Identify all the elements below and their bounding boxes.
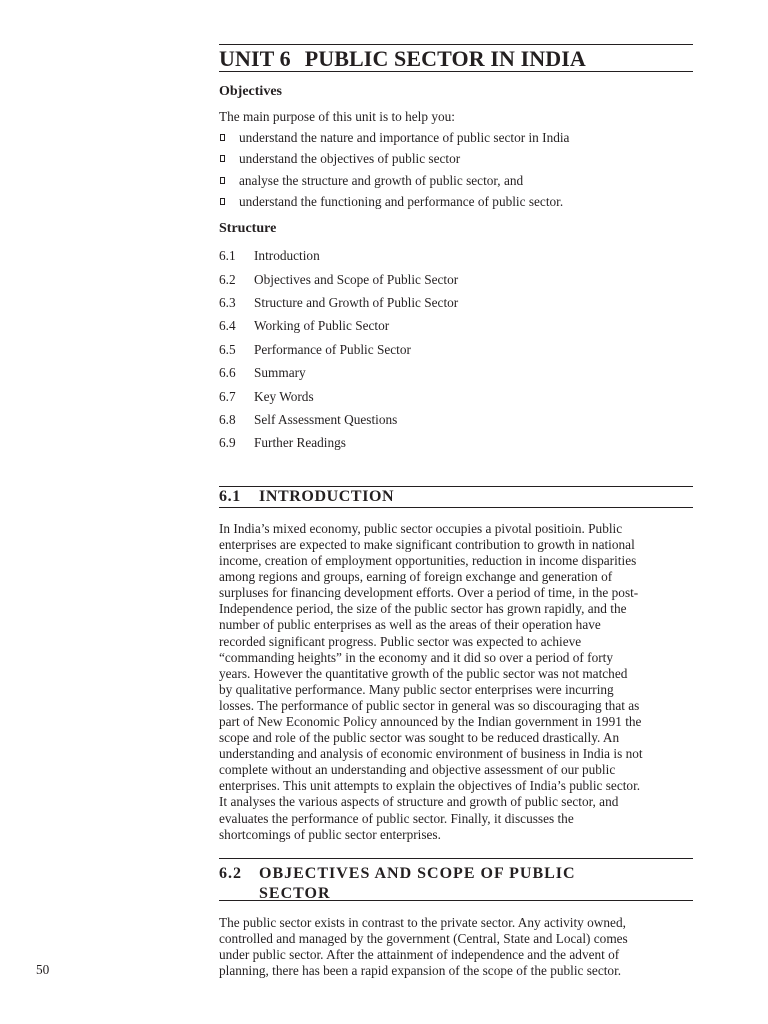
text-line: “commanding heights” in the economy and it did so over a period of forty	[219, 649, 614, 665]
page-content	[219, 44, 693, 979]
bullet-icon	[220, 198, 225, 205]
objective-item: analyse the structure and growth of public sector, and	[219, 170, 693, 191]
structure-item: 6.9 Further Readings	[219, 435, 346, 451]
structure-heading: Structure	[219, 221, 277, 237]
text-line: Independence period, the size of the public sector has grown rapidly, and the	[219, 601, 627, 617]
structure-item: 6.6 Summary	[219, 365, 306, 381]
structure-item: 6.8 Self Assessment Questions	[219, 412, 398, 428]
unit-title-text: PUBLIC SECTOR IN INDIA	[304, 46, 586, 71]
structure-item: 6.5 Performance of Public Sector	[219, 341, 411, 357]
structure-item: 6.2 Objectives and Scope of Public Sector	[219, 271, 459, 287]
text-line: enterprises. This unit attempts to explain the objectives of India’s public sector.	[219, 778, 641, 794]
section-title-continued: SECTOR	[259, 884, 331, 902]
unit-title	[219, 44, 693, 72]
section-title-line-1	[219, 864, 693, 884]
text-line: enterprises are expected to make significant contribution to growth in national	[219, 536, 635, 552]
unit-number: UNIT 6	[219, 46, 291, 71]
section-title-line-2	[219, 884, 693, 904]
text-line: surpluses for financing development efforts. Over a period of time, in the post-	[219, 585, 639, 601]
section-title: INTRODUCTION	[259, 487, 395, 505]
objective-item: understand the functioning and performance of public sector.	[219, 191, 693, 212]
structure-item: 6.1 Introduction	[219, 248, 320, 264]
structure-item: 6.3 Structure and Growth of Public Sector	[219, 295, 459, 310]
structure-list	[219, 244, 693, 455]
text-line: number of public enterprises as well as the areas of their operation have	[219, 617, 601, 633]
bullet-icon	[220, 134, 225, 141]
section-title: OBJECTIVES AND SCOPE OF PUBLIC	[259, 864, 576, 882]
structure-item: 6.4 Working of Public Sector	[219, 318, 390, 334]
objective-item: understand the nature and importance of public sector in India	[219, 127, 693, 148]
text-line: shortcomings of public sector enterprises.	[219, 826, 441, 842]
section-number: 6.2	[219, 864, 242, 882]
text-line: controlled and managed by the government (Central, State and Local) comes	[219, 930, 628, 946]
text-line: scope and role of the public sector was sought to be reduced drastically. An	[219, 730, 620, 746]
text-line: evaluates the performance of public sector. Finally, it discusses the	[219, 810, 574, 826]
text-line: understanding and analysis of economic environment of business in India is not	[219, 746, 643, 762]
text-line: part of New Economic Policy announced by the Indian government in 1991 the	[219, 713, 642, 729]
objectives-intro: The main purpose of this unit is to help you:	[219, 109, 455, 124]
bullet-icon	[220, 177, 225, 184]
section-6-2-heading	[219, 858, 693, 901]
section-6-1-heading	[219, 486, 693, 508]
bullet-icon	[220, 155, 225, 162]
text-line: years. However the quantitative growth of the public sector was not matched	[219, 665, 628, 681]
structure-item: 6.7 Key Words	[219, 388, 314, 404]
text-line: by qualitative performance. Many public sector enterprises were incurring	[219, 681, 614, 697]
section-number: 6.1	[219, 487, 241, 505]
text-line: It analyses the various aspects of structure and growth of public sector, and	[219, 794, 619, 810]
text-line: income, creation of employment opportunities, reduction in income disparities	[219, 553, 637, 569]
text-line: losses. The performance of public sector in general was so discouraging that as	[219, 697, 640, 713]
objectives-scope-paragraph	[219, 915, 693, 979]
text-line: planning, there has been a rapid expansion of the scope of the public sector.	[219, 962, 622, 978]
text-line: complete without an understanding and objective assessment of our public	[219, 762, 616, 778]
objectives-heading: Objectives	[219, 84, 282, 99]
text-line: under public sector. After the attainment of independence and the advent of	[219, 946, 620, 962]
text-line: The public sector exists in contrast to the private sector. Any activity owned,	[219, 914, 626, 930]
objective-item: understand the objectives of public sector	[219, 148, 693, 169]
introduction-paragraph	[219, 521, 693, 843]
text-line: among regions and groups, earning of foreign exchange and generation of	[219, 569, 613, 585]
page-number: 50	[36, 962, 50, 977]
objectives-list	[219, 127, 693, 212]
text-line: recorded significant progress. Public sector was expected to achieve	[219, 633, 582, 649]
text-line: In India’s mixed economy, public sector occupies a pivotal positioin. Public	[219, 520, 623, 536]
